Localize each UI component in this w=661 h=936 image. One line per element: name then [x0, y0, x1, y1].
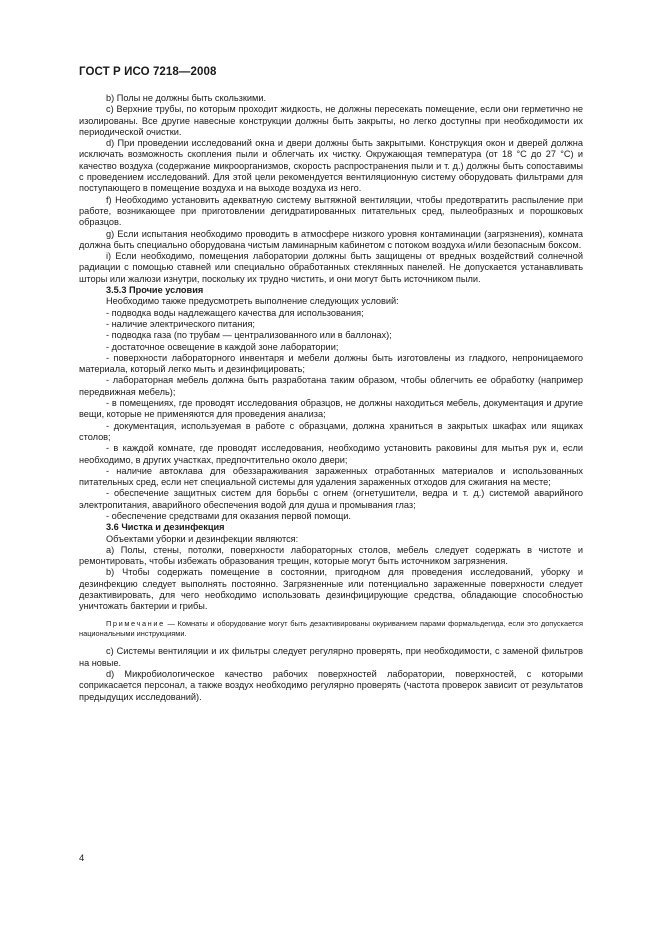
paragraph-c: c) Системы вентиляции и их фильтры следует регулярно проверять, при необходимости, с заменой фильтров на новые. [79, 646, 583, 668]
paragraph-b: b) Полы не должны быть скользкими. [106, 93, 267, 103]
paragraph-a: a) Полы, стены, потолки, поверхности лабораторных столов, мебель следует содержать в чистоте и ремонтировать, чтобы избежать образования трещин, которые могут быть источником загрязнения. [79, 544, 583, 567]
paragraph-i: i) Если необходимо, помещения лаборатории должны быть защищены от вредных воздействий солнечной радиации с помощью ставней или специально обработанных стеклянных панелей. Не допускается устанавливать шторы или жалюзи изнутри, поскольку их трудно чистить, и они могут быть источником пыли. [79, 251, 583, 284]
list-item: - обеспечение защитных систем для борьбы с огнем (огнетушители, ведра и т. д.) системой аварийного электропитания, аварийного обеспечения водой для душа и промывания глаз; [79, 488, 583, 510]
paragraph-g: g) Если испытания необходимо проводить в атмосфере низкого уровня контаминации (загрязнения), комната должна быть специально оборудована чистым ламинарным кабинетом с потоком воздуха и/или безопасным боксом. [79, 228, 583, 250]
section-heading-3-5-3: 3.5.3 Прочие условия [106, 285, 204, 296]
list-item: - подводка воды надлежащего качества для использования; [106, 307, 364, 318]
note-text: — Комнаты и оборудование могут быть дезактивированы окуриванием парами формальдегида, если это допускается национальными инструкциями. [79, 618, 583, 639]
list-item: - лабораторная мебель должна быть разработана таким образом, чтобы облегчить ее обработку (например передвижная мебель); [79, 375, 583, 397]
section-intro: Объектами уборки и дезинфекции являются: [106, 533, 299, 544]
paragraph-f: f) Необходимо установить адекватную систему вытяжной вентиляции, чтобы предотвратить распыление при работе, возникающее при приготовлении дегидратированных питательных сред, пылеобразных и порошковых образцов. [79, 194, 583, 228]
paragraph-d: d) Микробиологическое качество рабочих поверхностей лаборатории, поверхностей, с которыми соприкасается персонал, а также воздух необходимо регулярно проверять (частота проверок зависит от результатов предыдущих исследований). [79, 669, 583, 702]
page-number: 4 [79, 853, 85, 864]
paragraph-d: d) При проведении исследований окна и двери должны быть закрытыми. Конструкция окон и дверей должна исключать возможность скопления пыли и облегчать их чистку. Окружающая температура (от 18 °С до 27 °С) и качество воздуха (содержание микроорганизмов, скорость распространения пыли и т. д.) должны быть сопоставимы с проведением исследований. Для этой цели рекомендуется вентиляционную систему оборудовать фильтрами для поступающего в помещение воздуха и на выходе воздуха из него. [79, 138, 583, 194]
note [79, 619, 583, 640]
section-heading-3-6: 3.6 Чистка и дезинфекция [106, 522, 225, 533]
document-body [79, 93, 583, 703]
list-item: - документация, используемая в работе с образцами, должна храниться в закрытых шкафах или ящиках столов; [79, 420, 583, 442]
note-label: Примечание [106, 618, 165, 628]
document-header: ГОСТ Р ИСО 7218—2008 [79, 66, 217, 78]
paragraph-b: b) Чтобы содержать помещение в состоянии, пригодном для проведения исследований, уборку и дезинфекцию следует выполнять постоянно. Загрязненные или потенциально зараженные поверхности следует дезактивировать, для чего необходимо использовать дезинфицирующие средства, обладающие способностью уничтожать бактерии и грибы. [79, 567, 583, 612]
list-item: - наличие электрического питания; [106, 318, 255, 329]
list-item: - в помещениях, где проводят исследования образцов, не должны находиться мебель, документация и другие вещи, которые не применяются для проведения анализа; [79, 398, 583, 420]
section-intro: Необходимо также предусмотреть выполнение следующих условий: [106, 296, 399, 307]
list-item: - наличие автоклава для обеззараживания зараженных отработанных материалов и использованных питательных сред, если нет специальной системы для удаления зараженных отходов для сжигания на месте; [79, 465, 583, 488]
list-item: - обеспечение средствами для оказания первой помощи. [106, 510, 351, 521]
list-item: - поверхности лабораторного инвентаря и мебели должны быть изготовлены из гладкого, непроницаемого материала, который легко мыть и дезинфицировать; [79, 352, 583, 375]
list-item: - в каждой комнате, где проводят исследования, необходимо установить раковины для мытья рук и, если необходимо, в других участках, предпочтительно около двери; [79, 443, 583, 465]
list-item: - достаточное освещение в каждой зоне лаборатории; [106, 341, 339, 352]
list-item: - подводка газа (по трубам — централизованного или в баллонах); [106, 330, 392, 341]
paragraph-c: c) Верхние трубы, по которым проходит жидкость, не должны пересекать помещение, если они герметично не изолированы. Все другие навесные конструкции должны быть закрыты, но легко доступны при необходимости их периодической очистки. [79, 104, 583, 137]
